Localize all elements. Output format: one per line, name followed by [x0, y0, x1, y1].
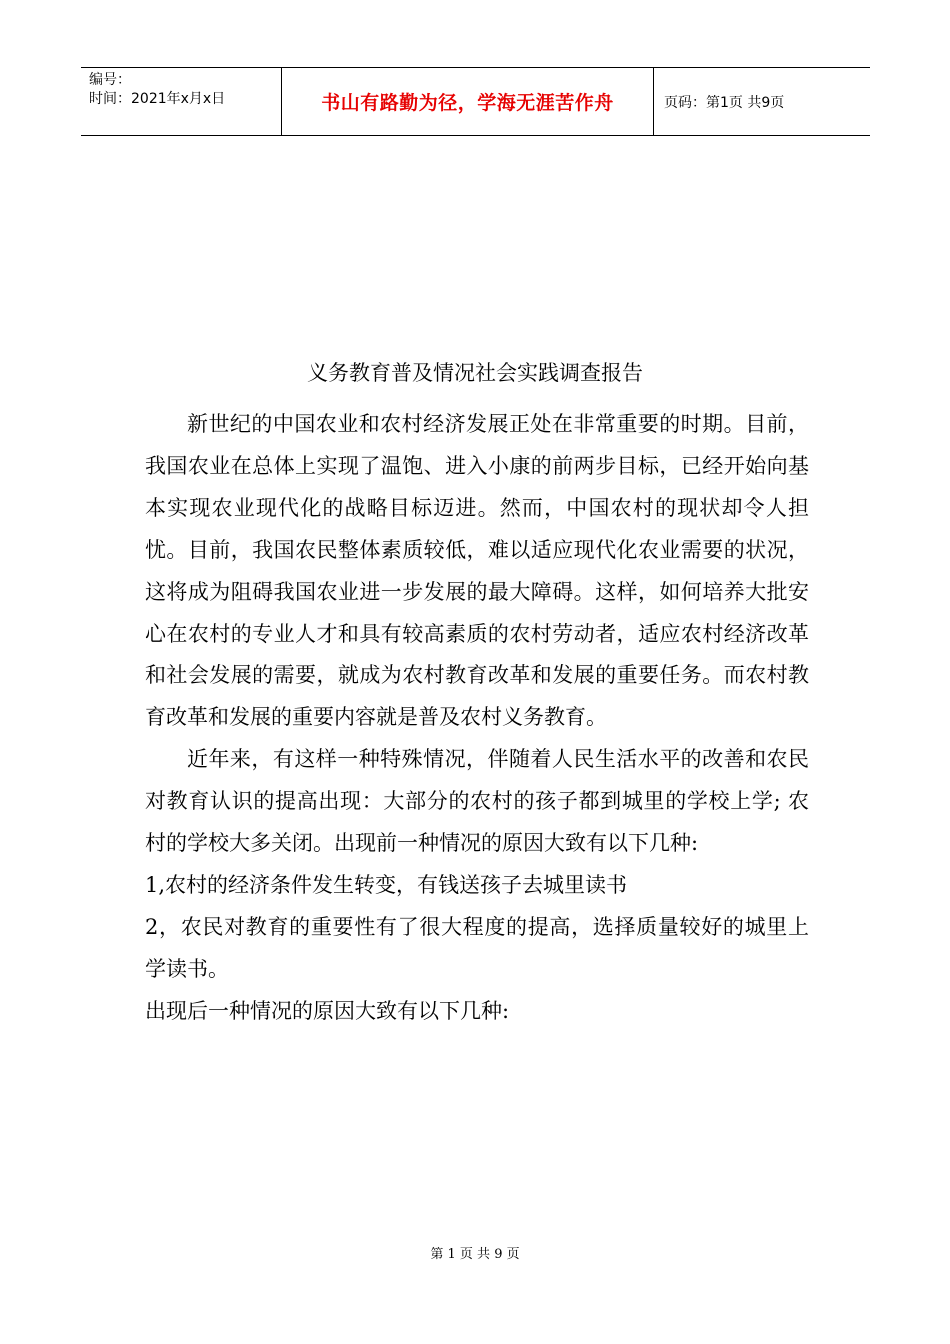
document-header-table	[81, 67, 870, 136]
header-motto-cell	[281, 68, 654, 135]
page-number-info: 页码：第1页 共9页	[664, 95, 785, 111]
date-label: 时间：2021年x月x日	[89, 91, 226, 107]
document-title: 义务教育普及情况社会实践调查报告	[307, 361, 643, 385]
paragraph: 新世纪的中国农业和农村经济发展正处在非常重要的时期。目前，我国农业在总体上实现了温饱、进入小康的前两步目标，已经开始向基本实现农业现代化的战略目标迈进。然而，中国农村的现状却令人担忧。目前，我国农民整体素质较低，难以适应现代化农业需要的状况，这将成为阻碍我国农业进一步发展的最大障碍。这样，如何培养大批安心在农村的专业人才和具有较高素质的农村劳动者，适应农村经济改革和社会发展的需要，就成为农村教育改革和发展的重要任务。而农村教育改革和发展的重要内容就是普及农村义务教育。	[145, 412, 809, 730]
motto-text: 书山有路勤为径，学海无涯苦作舟	[321, 92, 614, 114]
header-page-cell	[654, 68, 870, 135]
serial-number-label: 编号：	[89, 72, 131, 88]
paragraph: 近年来，有这样一种特殊情况，伴随着人民生活水平的改善和农民对教育认识的提高出现：大部分的农村的孩子都到城里的学校上学; 农村的学校大多关闭。出现前一种情况的原因大致有以下几种:	[145, 747, 809, 856]
page-footer: 第 1 页 共 9 页	[430, 1247, 520, 1262]
list-item: 2，农民对教育的重要性有了很大程度的提高，选择质量较好的城里上学读书。	[145, 914, 809, 981]
list-item: 1,农村的经济条件发生转变，有钱送孩子去城里读书	[145, 872, 628, 897]
paragraph: 出现后一种情况的原因大致有以下几种:	[145, 998, 510, 1023]
header-meta-cell	[81, 68, 281, 135]
document-body	[145, 404, 809, 1033]
